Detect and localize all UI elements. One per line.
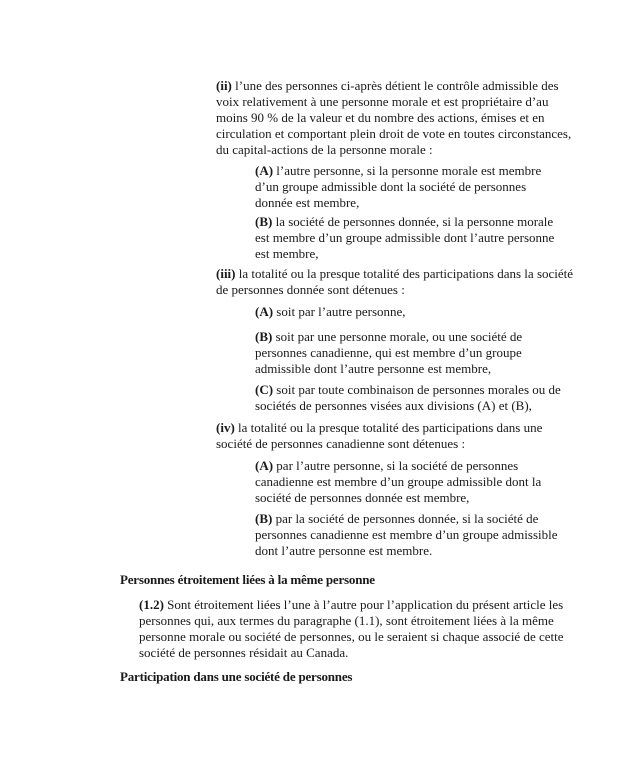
clause-ii-b xyxy=(255,214,565,262)
subparagraph-iii xyxy=(216,266,576,298)
clause-text: l’autre personne, si la personne morale est membre d’un groupe admissible dont la société de personnes donnée est membre, xyxy=(255,163,542,210)
subsection-1-2 xyxy=(139,597,584,661)
clause-text: soit par une personne morale, ou une société de personnes canadienne, qui est membre d’un groupe admissible dont l’autre personne est membre, xyxy=(255,329,523,376)
clause-label: (A) xyxy=(255,458,274,473)
clause-iii-b xyxy=(255,329,565,377)
clause-label: (B) xyxy=(255,329,273,344)
clause-text: par la société de personnes donnée, si la société de personnes canadienne est membre d’un groupe admissible dont l’autre personne est membre. xyxy=(255,511,558,558)
clause-text: la société de personnes donnée, si la personne morale est membre d’un groupe admissible dont l’autre personne est membre, xyxy=(255,214,555,261)
clause-iii-c xyxy=(255,382,565,414)
subsection-text: Sont étroitement liées l’une à l’autre pour l’application du présent article les personnes qui, aux termes du paragraphe (1.1), sont étroitement liées à la même personne morale ou société de personnes, ou le seraient si chaque associé de cette société de personnes résidait au Canada. xyxy=(139,597,564,660)
clause-label: (A) xyxy=(255,163,274,178)
section-heading-closely-related: Personnes étroitement liées à la même personne xyxy=(120,572,375,587)
clause-text: soit par toute combinaison de personnes morales ou de sociétés de personnes visées aux divisions (A) et (B), xyxy=(255,382,561,413)
clause-label: (C) xyxy=(255,382,274,397)
clause-iv-a xyxy=(255,458,565,506)
clause-label: (A) xyxy=(255,304,274,319)
clause-label: (B) xyxy=(255,214,273,229)
subparagraph-text: la totalité ou la presque totalité des participations dans la société de personnes donnée sont détenues : xyxy=(216,266,574,297)
subparagraph-text: l’une des personnes ci-après détient le contrôle admissible des voix relativement à une personne morale et est propriétaire d’au moins 90 % de la valeur et du nombre des actions, émises et en circulation et comportant plein droit de vote en toutes circonstances, du capital-actions de la personne morale : xyxy=(216,78,572,157)
subparagraph-label: (iii) xyxy=(216,266,236,281)
clause-iv-b xyxy=(255,511,565,559)
clause-iii-a xyxy=(255,304,565,320)
clause-label: (B) xyxy=(255,511,273,526)
clause-text: par l’autre personne, si la société de personnes canadienne est membre d’un groupe admissible dont la société de personnes donnée est membre, xyxy=(255,458,542,505)
subsection-label: (1.2) xyxy=(139,597,164,612)
subparagraph-ii xyxy=(216,78,576,158)
clause-text: soit par l’autre personne, xyxy=(273,304,406,319)
clause-ii-a xyxy=(255,163,565,211)
subparagraph-iv xyxy=(216,420,576,452)
subparagraph-label: (iv) xyxy=(216,420,235,435)
section-heading-partnership-interest: Participation dans une société de personnes xyxy=(120,669,353,684)
subparagraph-label: (ii) xyxy=(216,78,232,93)
subparagraph-text: la totalité ou la presque totalité des participations dans une société de personnes canadienne sont détenues : xyxy=(216,420,543,451)
